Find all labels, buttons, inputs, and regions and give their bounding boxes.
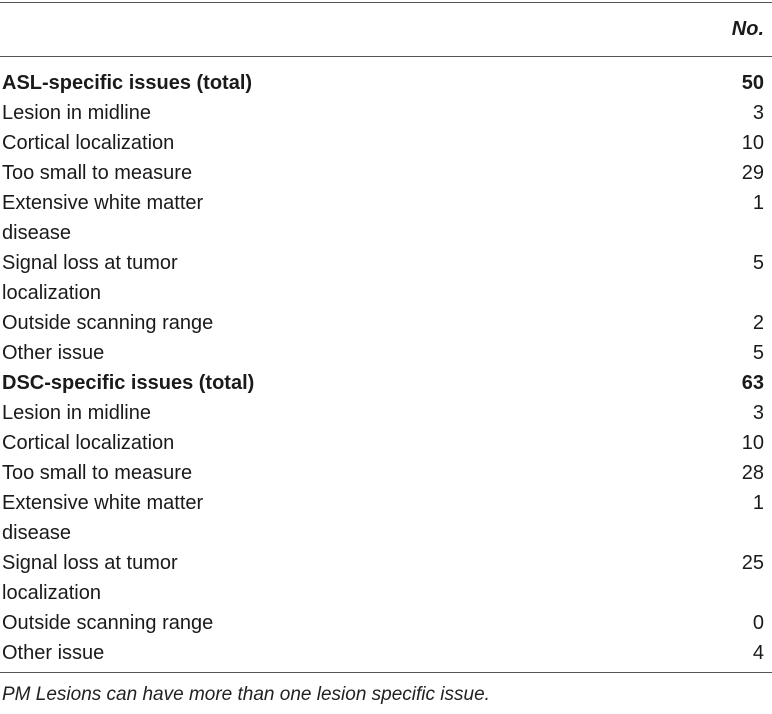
row-label: Cortical localization (2, 432, 175, 454)
table-row (0, 248, 772, 308)
column-header-no: No. (731, 18, 764, 40)
table-body (0, 68, 772, 668)
table-row (0, 308, 772, 338)
table-header-rule (0, 56, 772, 57)
table-row (0, 128, 772, 158)
row-value: 25 (741, 552, 764, 574)
row-label: Outside scanning range (2, 612, 214, 634)
row-label: Lesion in midline (2, 102, 151, 124)
row-label: Lesion in midline (2, 402, 151, 424)
row-value: 2 (752, 312, 764, 334)
row-label: Too small to measure (2, 462, 193, 484)
row-label: Extensive white matter disease (2, 192, 204, 244)
row-value: 28 (741, 462, 764, 484)
table-row-asl-total (0, 68, 772, 98)
row-label: Signal loss at tumor localization (2, 552, 178, 604)
row-label: Other issue (2, 342, 105, 364)
table-row (0, 398, 772, 428)
table-row (0, 458, 772, 488)
table-top-rule (0, 2, 772, 3)
table-row (0, 428, 772, 458)
row-label: Too small to measure (2, 162, 193, 184)
row-label: Signal loss at tumor localization (2, 252, 178, 304)
table-row (0, 98, 772, 128)
row-value: 50 (741, 72, 764, 94)
row-value: 0 (752, 612, 764, 634)
row-value: 1 (752, 192, 764, 214)
row-label: Extensive white matter disease (2, 492, 204, 544)
row-value: 4 (752, 642, 764, 664)
table-bottom-rule (0, 672, 772, 673)
row-label: Cortical localization (2, 132, 175, 154)
row-label: Outside scanning range (2, 312, 214, 334)
row-value: 10 (741, 432, 764, 454)
table-row (0, 608, 772, 638)
row-value: 29 (741, 162, 764, 184)
table-row (0, 338, 772, 368)
row-value: 63 (741, 372, 764, 394)
row-value: 3 (752, 402, 764, 424)
row-value: 3 (752, 102, 764, 124)
table-row (0, 188, 772, 248)
table-row-dsc-total (0, 368, 772, 398)
table-row (0, 638, 772, 668)
table-row (0, 548, 772, 608)
row-label: ASL-specific issues (total) (2, 72, 253, 94)
row-value: 5 (752, 342, 764, 364)
table-row (0, 158, 772, 188)
row-value: 5 (752, 252, 764, 274)
row-value: 10 (741, 132, 764, 154)
row-value: 1 (752, 492, 764, 514)
table-footnote: PM Lesions can have more than one lesion specific issue. (2, 684, 490, 705)
row-label: Other issue (2, 642, 105, 664)
row-label: DSC-specific issues (total) (2, 372, 255, 394)
table-row (0, 488, 772, 548)
